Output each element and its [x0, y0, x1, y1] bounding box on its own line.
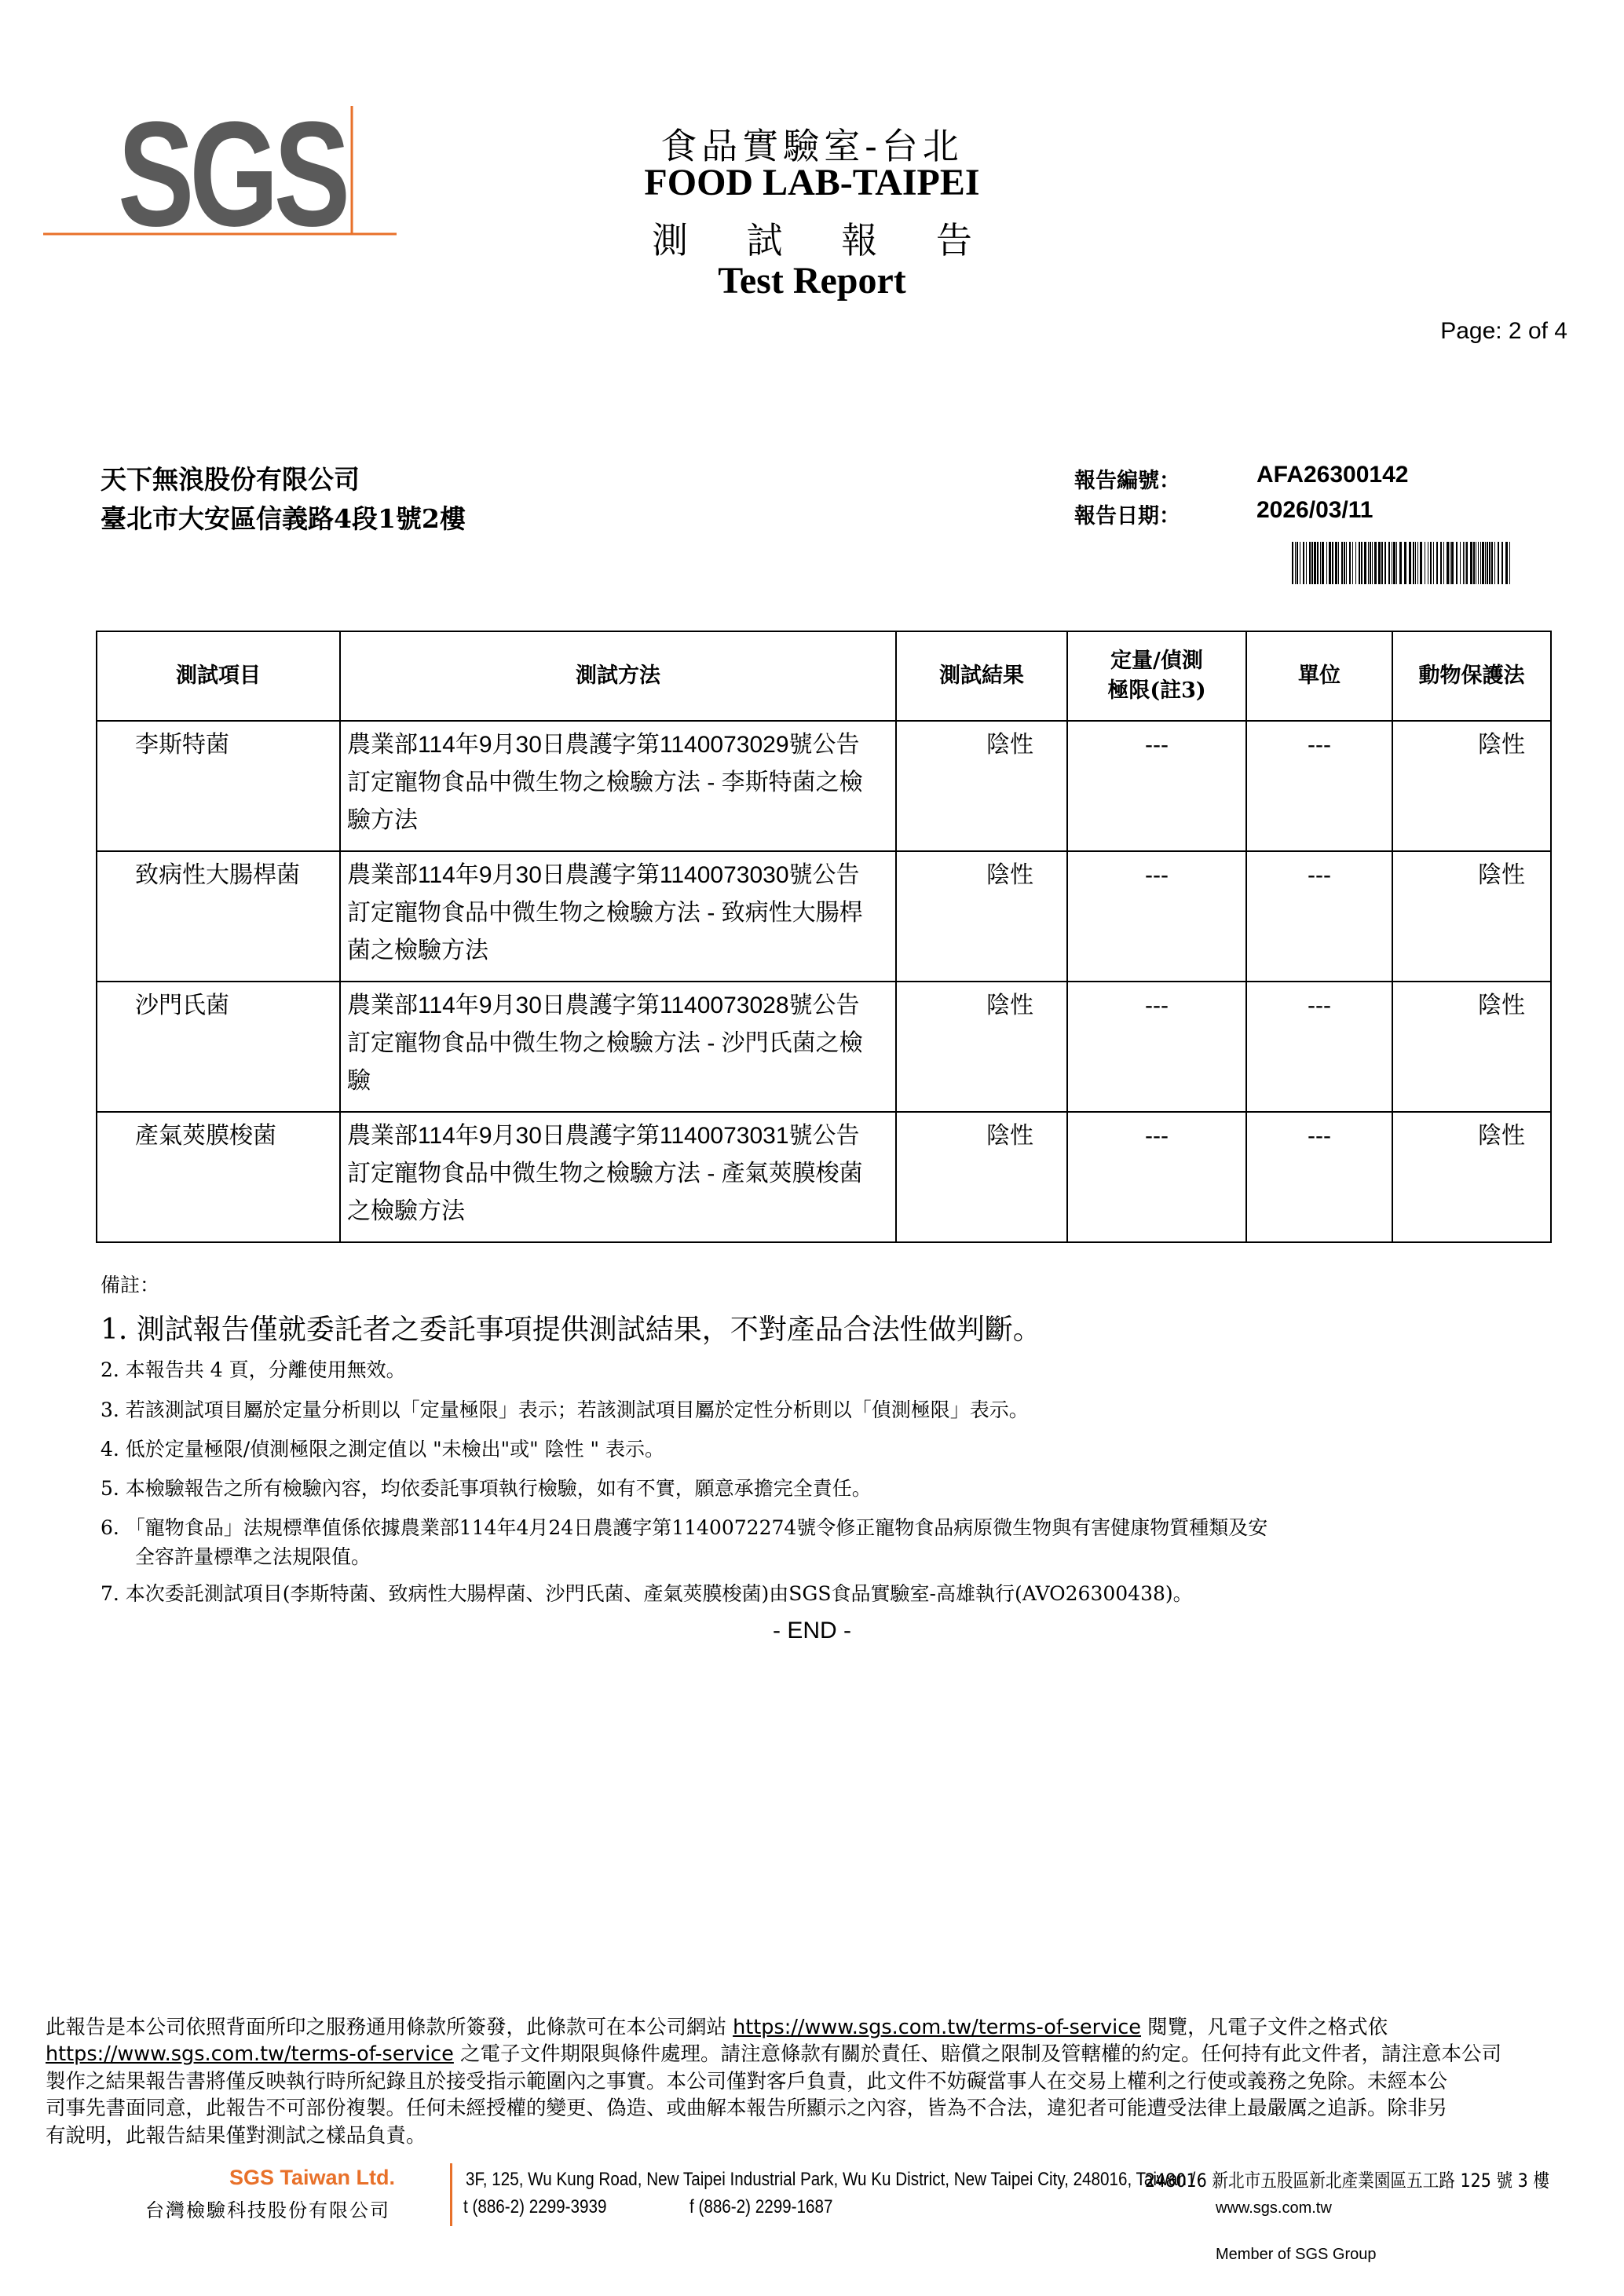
barcode-bar — [1440, 542, 1442, 584]
cell-animal-law: 陰性 — [1392, 1112, 1551, 1242]
barcode-bar — [1349, 542, 1351, 584]
method-line: 訂定寵物食品中微生物之檢驗方法 - 沙門氏菌之檢 — [347, 1030, 863, 1056]
barcode-bar — [1413, 542, 1414, 584]
cell-limit: --- — [1067, 851, 1246, 982]
footer-company-zh: 台灣檢驗科技股份有限公司 — [145, 2199, 390, 2221]
report-date-label: 報告日期： — [1074, 504, 1180, 528]
report-title-zh: 測 試 報 告 — [652, 219, 996, 261]
barcode-bar — [1381, 542, 1383, 584]
method-line: 農業部114年9月30日農護字第1140073031號公告 — [347, 1123, 860, 1149]
barcode-bar — [1378, 542, 1381, 584]
cell-method — [340, 982, 896, 1112]
cell-animal-law: 陰性 — [1392, 721, 1551, 851]
barcode-bar — [1491, 542, 1493, 584]
cell-item: 致病性大腸桿菌 — [97, 851, 340, 982]
header-limit-line2: 極限(註3) — [1107, 678, 1206, 703]
barcode-bar — [1470, 542, 1472, 584]
barcode-bar — [1473, 542, 1475, 584]
barcode-bar — [1396, 542, 1397, 584]
cell-item: 沙門氏菌 — [97, 982, 340, 1112]
barcode-bar — [1489, 542, 1490, 584]
disclaimer-text: 閱覽，凡電子文件之格式依 — [1140, 2016, 1388, 2039]
barcode-bar — [1372, 542, 1373, 584]
method-line: 驗方法 — [347, 807, 418, 833]
barcode-bar — [1329, 542, 1331, 584]
lab-title-en: FOOD LAB-TAIPEI — [644, 162, 980, 203]
barcode-bar — [1341, 542, 1343, 584]
barcode-bar — [1374, 542, 1377, 584]
report-number: AFA26300142 — [1256, 462, 1409, 488]
barcode-bar — [1359, 542, 1360, 584]
method-line: 訂定寵物食品中微生物之檢驗方法 - 李斯特菌之檢 — [347, 770, 863, 795]
header-limit-line1: 定量/偵測 — [1110, 649, 1203, 673]
barcode-bar — [1314, 542, 1316, 584]
cell-result: 陰性 — [896, 721, 1067, 851]
footer-website[interactable]: www.sgs.com.tw — [1216, 2199, 1332, 2217]
cell-method — [340, 1112, 896, 1242]
barcode-bar — [1399, 542, 1402, 584]
cell-method — [340, 721, 896, 851]
method-line: 菌之檢驗方法 — [347, 938, 488, 963]
barcode-bar — [1487, 542, 1488, 584]
method-line: 訂定寵物食品中微生物之檢驗方法 - 致病性大腸桿 — [347, 900, 863, 926]
method-line: 農業部114年9月30日農護字第1140073028號公告 — [347, 993, 860, 1018]
disclaimer-text: 此報告是本公司依照背面所印之服務通用條款所簽發，此條款可在本公司網站 — [46, 2016, 733, 2039]
barcode-bar — [1498, 542, 1499, 584]
barcode-bar — [1409, 542, 1411, 584]
header-result: 測試結果 — [896, 631, 1067, 721]
table-row — [97, 982, 1551, 1112]
barcode-bar — [1494, 542, 1495, 584]
report-date: 2026/03/11 — [1256, 497, 1373, 523]
barcode-bar — [1501, 542, 1503, 584]
footer-divider — [450, 2163, 452, 2226]
method-line: 驗 — [347, 1068, 371, 1094]
disclaimer-line: 有說明，此報告結果僅對測試之樣品負責。 — [46, 2123, 426, 2148]
barcode-bar — [1344, 542, 1345, 584]
disclaimer-text: 之電子文件期限與條件處理。請注意條款有關於責任、賠償之限制及管轄權的約定。任何持有此文件者，請注意本公司 — [453, 2042, 1501, 2067]
barcode-bar — [1368, 542, 1369, 584]
barcode-bar — [1292, 542, 1293, 584]
disclaimer-line: 製作之結果報告書將僅反映執行時所紀錄且於接受指示範圍內之事實。本公司僅對客戶負責，此文件不妨礙當事人在交易上權利之行使或義務之免除。未經本公 — [46, 2069, 1448, 2093]
cell-limit: --- — [1067, 1112, 1246, 1242]
barcode-bar — [1295, 542, 1296, 584]
disclaimer — [46, 2014, 1578, 2149]
barcode-bar — [1430, 542, 1432, 584]
cell-unit: --- — [1246, 982, 1392, 1112]
barcode-bar — [1417, 542, 1418, 584]
barcode-bar — [1303, 542, 1304, 584]
barcode-bar — [1338, 542, 1339, 584]
barcode-bar — [1451, 542, 1454, 584]
barcode-bar — [1482, 542, 1484, 584]
note-1: 1. 測試報告僅就委託者之委託事項提供測試結果，不對產品合法性做判斷。 — [101, 1314, 1041, 1346]
cell-limit: --- — [1067, 982, 1246, 1112]
barcode-bar — [1364, 542, 1366, 584]
terms-link[interactable]: https://www.sgs.com.tw/terms-of-service — [733, 2016, 1141, 2039]
header-unit: 單位 — [1246, 631, 1392, 721]
terms-link[interactable]: https://www.sgs.com.tw/terms-of-service — [46, 2042, 454, 2067]
cell-item: 李斯特菌 — [97, 721, 340, 851]
cell-result: 陰性 — [896, 851, 1067, 982]
barcode-bar — [1447, 542, 1449, 584]
report-barcode — [1292, 542, 1512, 584]
note-5: 5. 本檢驗報告之所有檢驗內容，均依委託事項執行檢驗，如有不實，願意承擔完全責任。 — [101, 1477, 872, 1500]
barcode-bar — [1433, 542, 1434, 584]
svg-text:SGS: SGS — [118, 106, 346, 247]
barcode-bar — [1306, 542, 1307, 584]
barcode-bar — [1478, 542, 1479, 584]
barcode-bar — [1420, 542, 1422, 584]
results-table — [96, 631, 1552, 1243]
page-number: Page: 2 of 4 — [1440, 318, 1567, 344]
header-item: 測試項目 — [97, 631, 340, 721]
barcode-bar — [1466, 542, 1468, 584]
disclaimer-line — [46, 2014, 1578, 2041]
barcode-bar — [1335, 542, 1337, 584]
note-3: 3. 若該測試項目屬於定量分析則以「定量極限」表示；若該測試項目屬於定性分析則以「偵測極限」表示。 — [101, 1398, 1029, 1421]
cell-unit: --- — [1246, 1112, 1392, 1242]
barcode-bar — [1311, 542, 1313, 584]
method-line: 農業部114年9月30日農護字第1140073029號公告 — [347, 732, 860, 758]
note-6-continued: 全容許量標準之法規限值。 — [135, 1545, 371, 1568]
method-line: 之檢驗方法 — [347, 1198, 465, 1224]
end-marker: - END - — [773, 1618, 851, 1643]
barcode-bar — [1388, 542, 1390, 584]
barcode-bar — [1332, 542, 1333, 584]
barcode-bar — [1456, 542, 1458, 584]
header-animal-law: 動物保護法 — [1392, 631, 1551, 721]
barcode-bar — [1346, 542, 1347, 584]
footer-company-en: SGS Taiwan Ltd. — [229, 2166, 396, 2189]
client-name: 天下無浪股份有限公司 — [101, 464, 360, 495]
disclaimer-line — [46, 2041, 1578, 2067]
barcode-bar — [1393, 542, 1395, 584]
note-6: 6. 「寵物食品」法規標準值係依據農業部114年4月24日農護字第1140072274號令修正寵物食品病原微生物與有害健康物質種類及安 — [101, 1516, 1268, 1539]
disclaimer-line: 司事先書面同意，此報告不可部份複製。任何未經授權的變更、偽造、或曲解本報告所顯示之內容，皆為不合法，違犯者可能遭受法律上最嚴厲之追訴。除非另 — [46, 2097, 1448, 2121]
cell-item: 產氣莢膜梭菌 — [97, 1112, 340, 1242]
method-line: 訂定寵物食品中微生物之檢驗方法 - 產氣莢膜梭菌 — [347, 1161, 863, 1186]
barcode-bar — [1463, 542, 1464, 584]
footer-phone: t (886-2) 2299-3939 — [463, 2196, 607, 2217]
table-row — [97, 851, 1551, 982]
footer-address-en: 3F, 125, Wu Kung Road, New Taipei Industrial Park, Wu Ku District, New Taipei City, 248016, Taiwan / — [466, 2169, 1196, 2190]
cell-result: 陰性 — [896, 982, 1067, 1112]
cell-limit: --- — [1067, 721, 1246, 851]
cell-method — [340, 851, 896, 982]
barcode-bar — [1480, 542, 1481, 584]
barcode-bar — [1361, 542, 1362, 584]
cell-unit: --- — [1246, 851, 1392, 982]
barcode-bar — [1384, 542, 1386, 584]
note-7: 7. 本次委託測試項目(李斯特菌、致病性大腸桿菌、沙門氏菌、產氣莢膜梭菌)由SGS食品實驗室-高雄執行(AVO26300438)。 — [101, 1582, 1193, 1605]
barcode-bar — [1436, 542, 1438, 584]
barcode-bar — [1355, 542, 1356, 584]
barcode-bar — [1309, 542, 1311, 584]
barcode-bar — [1509, 542, 1510, 584]
cell-result: 陰性 — [896, 1112, 1067, 1242]
barcode-bar — [1326, 542, 1327, 584]
footer-address-zh: 248016 新北市五股區新北產業園區五工路 125 號 3 樓 — [1145, 2170, 1550, 2192]
footer-fax: f (886-2) 2299-1687 — [689, 2196, 833, 2217]
report-number-label: 報告編號： — [1074, 469, 1180, 493]
barcode-bar — [1322, 542, 1324, 584]
cell-animal-law: 陰性 — [1392, 982, 1551, 1112]
table-header-row — [97, 631, 1551, 721]
cell-unit: --- — [1246, 721, 1392, 851]
client-address: 臺北市大安區信義路4段1號2樓 — [101, 503, 466, 534]
note-2: 2. 本報告共 4 頁，分離使用無效。 — [101, 1358, 406, 1381]
barcode-bar — [1404, 542, 1406, 584]
lab-title-zh: 食品實驗室-台北 — [660, 125, 964, 167]
barcode-bar — [1370, 542, 1371, 584]
barcode-bar — [1297, 542, 1298, 584]
report-title-en: Test Report — [718, 260, 906, 302]
barcode-bar — [1320, 542, 1321, 584]
header-limit — [1067, 631, 1246, 721]
barcode-bar — [1505, 542, 1508, 584]
barcode-bar — [1352, 542, 1353, 584]
barcode-bar — [1460, 542, 1461, 584]
note-4: 4. 低於定量極限/偵測極限之測定值以 "未檢出"或" 陰性 " 表示。 — [101, 1438, 665, 1461]
barcode-bar — [1443, 542, 1444, 584]
footer-member: Member of SGS Group — [1216, 2246, 1377, 2263]
notes-heading: 備註： — [101, 1274, 160, 1296]
table-row — [97, 1112, 1551, 1242]
barcode-bar — [1485, 542, 1486, 584]
barcode-bar — [1415, 542, 1416, 584]
method-line: 農業部114年9月30日農護字第1140073030號公告 — [347, 862, 860, 888]
table-row — [97, 721, 1551, 851]
barcode-bar — [1317, 542, 1319, 584]
header-method: 測試方法 — [340, 631, 896, 721]
cell-animal-law: 陰性 — [1392, 851, 1551, 982]
